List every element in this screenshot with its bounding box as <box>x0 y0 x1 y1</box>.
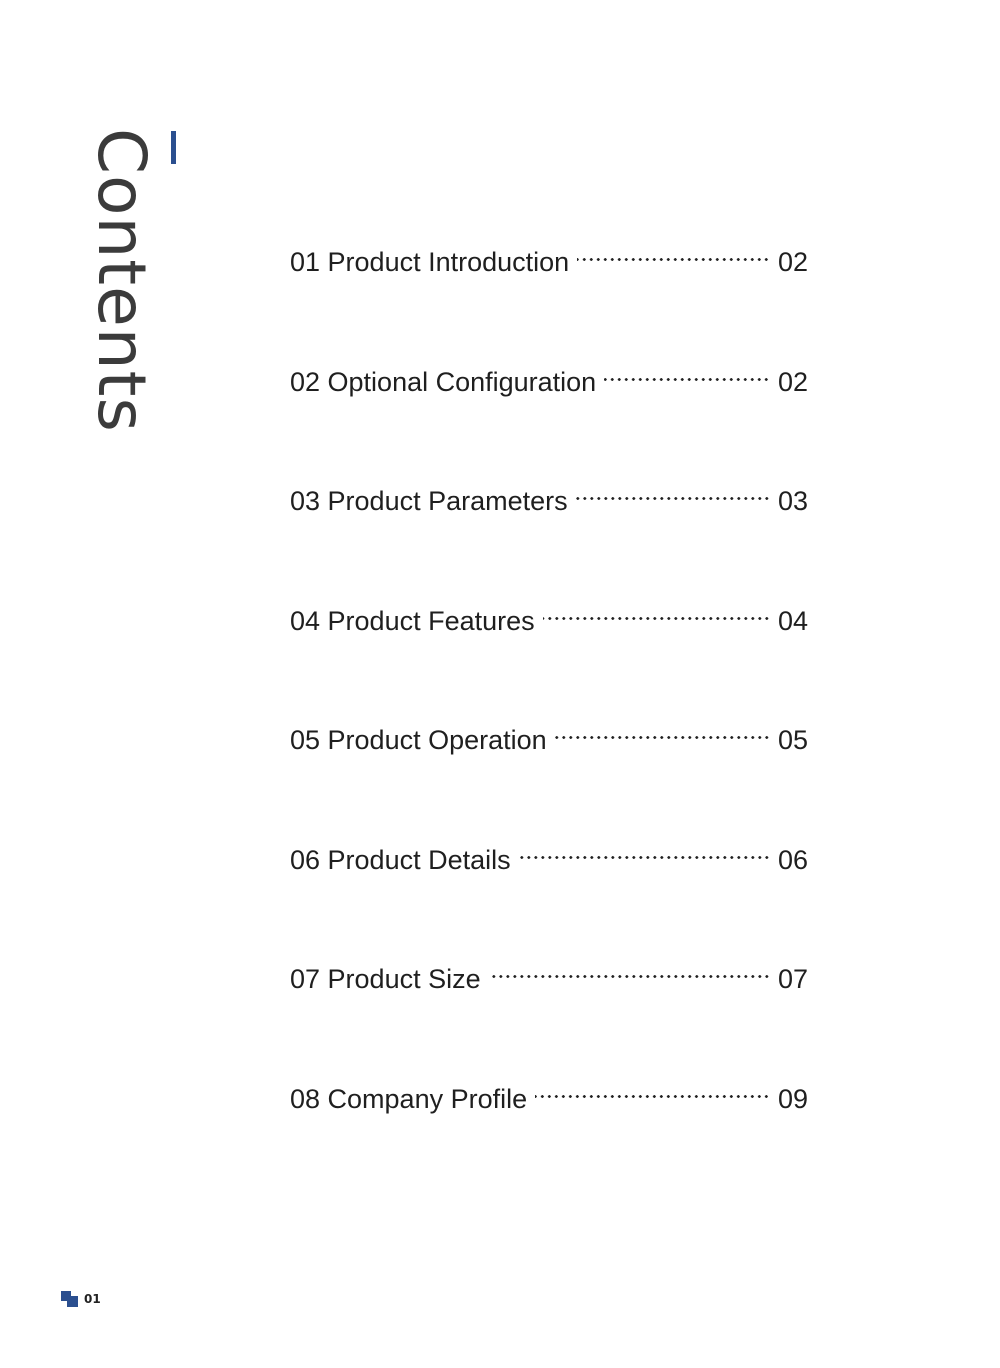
toc-entry-label: 02 Optional Configuration <box>290 366 597 397</box>
dot-leader <box>519 856 770 859</box>
toc-entry-page: 09 <box>777 1083 808 1114</box>
toc-entry[interactable] <box>290 240 808 360</box>
dot-leader <box>576 497 770 500</box>
toc-entry-label: 08 Company Profile <box>290 1083 528 1114</box>
page-footer <box>61 1291 101 1307</box>
toc-entry-page: 03 <box>777 486 808 516</box>
dot-leader <box>543 617 770 620</box>
toc-entry-page: 05 <box>777 725 808 755</box>
dot-leader <box>489 975 770 978</box>
toc-entry-label: 05 Product Operation <box>290 725 547 755</box>
toc-entry[interactable] <box>290 957 808 1077</box>
dot-leader <box>535 1095 770 1098</box>
toc-entry-label: 06 Product Details <box>290 844 511 875</box>
toc-entry-page: 06 <box>777 844 808 875</box>
toc-entry-page: 07 <box>777 964 808 994</box>
table-of-contents <box>290 240 808 1196</box>
toc-entry[interactable] <box>290 479 808 599</box>
dot-leader <box>555 736 770 739</box>
toc-entry-label: 07 Product Size <box>290 964 481 994</box>
accent-bar <box>171 131 176 164</box>
dot-leader <box>604 378 770 381</box>
dot-leader <box>577 258 770 261</box>
toc-entry-page: 02 <box>777 247 808 277</box>
toc-entry[interactable] <box>290 360 808 480</box>
toc-entry[interactable] <box>290 718 808 838</box>
toc-entry-page: 04 <box>777 605 808 636</box>
toc-entry-label: 01 Product Introduction <box>290 247 570 277</box>
stacked-squares-icon <box>61 1291 78 1307</box>
footer-mark-square <box>67 1296 78 1307</box>
toc-entry-page: 02 <box>777 366 808 397</box>
page-title: Contents <box>83 128 160 433</box>
page-number: 01 <box>84 1292 101 1306</box>
toc-entry-label: 04 Product Features <box>290 605 535 636</box>
toc-entry[interactable] <box>290 599 808 719</box>
toc-entry[interactable] <box>290 838 808 958</box>
toc-entry-label: 03 Product Parameters <box>290 486 568 516</box>
toc-entry[interactable] <box>290 1077 808 1197</box>
